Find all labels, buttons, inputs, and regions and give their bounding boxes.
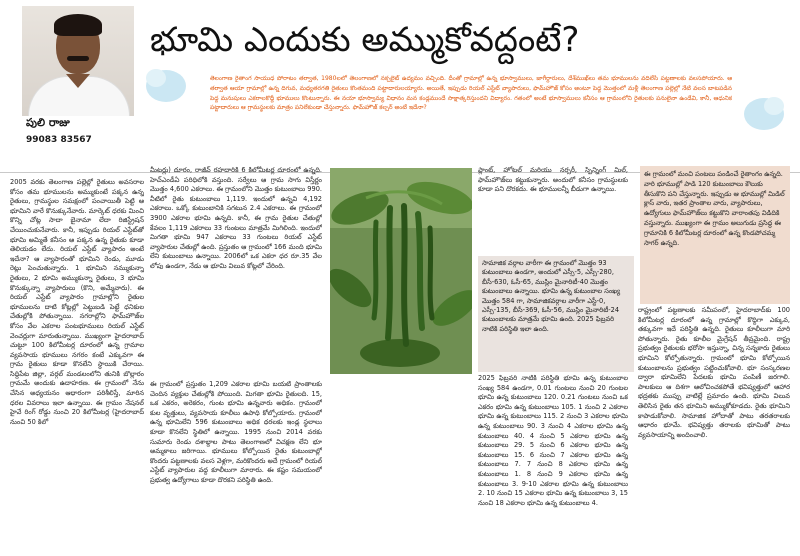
chilli-plant-photo	[330, 168, 472, 374]
intro-paragraph: తెలంగాణ రైతాంగ సాయుధ పోరాటం తర్వాత, 1980లలో తెలంగాణలో నక్సలైట్ ఉద్యమం వచ్చింది. దీంతో గ్రామాల్లో ఉన్న భూస్వాములు, జాగీర్దారులు, దేశ్‌ముఖ్‌లు తమ భూములను వదిలేసి పట్టణాలకు వలసపోయారు. ఆ తర్వాత ఆయా గ్రామాల్లో ఉన్న దిగువ, మధ్యతరగతి రైతులు కొంతమంది పట్టాదారులయ్యారు. అయితే, ఇప్పుడు రియల్ ఎస్టేట్ వ్యాపారులు, ఫామ్‌హౌజ్ కోసం అంటూ పెద్ద మొత్తంలో మళ్లీ తెలంగాణ పల్లెల్లో నేటి వలస బాటపడిన పెద్ద మనుషులు ఎకరాలకొద్దీ భూములు కొంటున్నారు. ఈ నయా భూస్వామ్య విధానం మన కండ్లముందే సాక్షాత్కరిస్తుందని విద్యారం. గతంలో అంటే భూస్వాములు కనీసం ఆ గ్రామంలోని రైతులకు పనులైనా ఉండేవి, కానీ, ఆధునిక పట్టాదారులు ఆ గ్రామస్థులకు మాత్రం పనిలేకుండా చేస్తున్నారు. ఫామ్‌హౌజ్ కల్చర్ అంటే ఇదేనా?	[210, 75, 732, 112]
article-column-3-top: ప్లాంట్, హోటల్ మరియు నర్సరీ, స్పిన్నింగ్ మిల్, ఫామ్‌హౌజ్‌లు కట్టుకున్నారు. అందులో కనీసం గ్రామస్థులకు కూడా పని దొరకదు. ఈ భూములన్నీ బీడుగా ఉన్నాయి.	[478, 166, 628, 194]
article-column-1: 2005 వరకు తెలంగాణ పల్లెల్లో రైతులు అవసరాల కోసం తమ భూములను అమ్ముకుంటే పక్కన ఉన్న రైతులు, గ్రామస్థుల సమక్షంలో పంచాయితీ పెట్టి ఆ భూమిని వారే కొనుక్కునేవారు. మార్కెట్ ధరకు మించి కొన్ని చోట్ల సాదా బైనామా లేదా రిజిస్ట్రేషన్ చేయించుకునేవారు. కానీ, ఇప్పుడు రియల్ ఎస్టేట్‌తో భూమి అమ్మితే కనీసం ఆ పక్కన ఉన్న రైతుకు కూడా తెలియడం లేదు. రియల్ ఎస్టేట్ వ్యాపారం అంటే ఇదేనా? ఆ వ్యాపారంతో భూమిని రెండు, మూడు రెట్లు పెంచుతున్నారు. 1 భూమిని నమ్ముకున్నా రైతులు, 2 భూమి అమ్ముకున్నా రైతులు, 3 భూమి కొనుక్కున్నా వ్యాపారులు (కొని, అమ్మేవారు). ఈ రియల్ ఎస్టేట్ వ్యాపారం గ్రామాల్లోని రైతుల భూములను దాటి కోట్లల్లో పెట్టుబడి పెట్టే ధనికుల చేతుల్లోకి పోతున్నాయి. నగరాల్లోని ఫామ్‌హౌజ్‌ల కోసం వేల ఎకరాల పంటభూములు రియల్ ఎస్టేట్ వెంచర్లుగా మారుతున్నాయి. ముఖ్యంగా హైదరాబాద్ చుట్టూ 100 కిలోమీటర్ల దూరంలో ఉన్న గ్రామాల వ్యవసాయ భూములు నగరం కంటే ఎక్కువగా ఈ గ్రామ రైతులు కూడా కొనలేని స్థాయికి చేరాయి. సిద్దిపేట జిల్లా, వర్గల్ మండలంలోని తునికి బొల్లారం గ్రామమే అందుకు ఉదాహరణ. ఈ గ్రామంలో నేను చేసిన అధ్యయనం ఆధారంగా పరిశీలిస్తే, మారిన ధరల వివరాలు ఇలా ఉన్నాయి. ఈ గ్రామం నేషనల్ హైవే రింగ్ రోడ్డు నుంచి 20 కిలోమీటర్ల (హైదరాబాద్ నుంచి 50 కిలో	[10, 178, 144, 426]
decorative-blob-icon	[140, 64, 188, 104]
author-phone: 99083 83567	[26, 135, 92, 145]
highlight-text: ఈ గ్రామంలో మంచి పంటలు పండించే రైతాంగం ఉన్నది. వారి భూముల్లో పాడి 120 కుటుంబాలు కౌలుకు తీసుకొని పని చేస్తున్నారు. ఇప్పుడు ఆ భూముల్లో మిడిల్ క్లాస్ వారు, ఇతర ప్రాంతాల వారు, వ్యాపారులు, ఉద్యోగులు ఫామ్‌హౌజ్‌లు కట్టుకొని వారాంతపు విడిదికి వస్తున్నారు. ముఖ్యంగా ఈ గ్రామం అలుగుడు ప్రసిద్ధ ఈ గ్రామానికి 6 కిలోమీటర్ల దూరంలో ఉన్న కొండపోచమ్మ సాగర్ ఉన్నది.	[644, 170, 785, 247]
article-column-2-bottom: ఈ గ్రామంలో ప్రస్తుతం 1,209 ఎకరాల భూమి బయటి ప్రాంతాలకు చెందిన వ్యక్తుల చేతుల్లోకి పోయింది. మిగతా భూమి రైతులది. 15, ఒక ఎకరం, అరెకరం, గుంట భూమి ఉన్నవారు అధికం. గ్రామంలో కుల వృత్తులు, వ్యవసాయ కూలీలు ఉపాధి కోల్పోయారు. గ్రామంలో ఉన్న భూమిలేని 596 కుటుంబాలు అధిక ధరలకు ఇండ్ల స్థలాలు కూడా కొనలేని స్థితిలో ఉన్నాయి. 1995 నుంచి 2014 వరకు సుమారు రెండు దశాబ్దాల పాటు తెలంగాణలో విచక్షణ లేని భూ అమ్మకాలు జరిగాయి. భూములు కోల్పోయిన రైతు కుటుంబాల్లో కొందరు పట్టణాలకు వలస వెళ్లగా, మరికొందరు అదే గ్రామంలో రియల్ ఎస్టేట్ వ్యాపారుల వద్ద కూలీలుగా మారారు. ఈ కష్టం సమయంలో ప్రభుత్వ ఉద్యోగాలు కూడా దొరకని పరిస్థితి ఉంది.	[150, 380, 322, 484]
article-column-3-bottom: 2025 ఫిబ్రవరి నాటికి పరిస్థితి భూమి ఉన్న కుటుంబాల సంఖ్య 584 ఉండగా, 0.01 గుంటలు నుంచి 20 గుంటల భూమి ఉన్న కుటుంబాలు 120. 0.21 గుంటలు నుంచి ఒక ఎకరం భూమి ఉన్న కుటుంబాలు 105. 1 నుంచి 2 ఎకరాల భూమి ఉన్న కుటుంబాలు 115. 2 నుంచి 3 ఎకరాల భూమి ఉన్న కుటుంబాలు 90. 3 నుంచి 4 ఎకరాల భూమి ఉన్న కుటుంబాలు 40. 4 నుంచి 5 ఎకరాల భూమి ఉన్న కుటుంబాలు 29. 5 నుంచి 6 ఎకరాల భూమి ఉన్న కుటుంబాలు 15. 6 నుంచి 7 ఎకరాల భూమి ఉన్న కుటుంబాలు 7. 7 నుంచి 8 ఎకరాల భూమి ఉన్న కుటుంబాలు 1. 8 నుంచి 9 ఎకరాల భూమి ఉన్న కుటుంబాలు 3. 9-10 ఎకరాల భూమి ఉన్న కుటుంబాలు 2. 10 నుంచి 15 ఎకరాల భూమి ఉన్న కుటుంబాలు 3, 15 నుంచి 18 ఎకరాల భూమి ఉన్న కుటుంబాలు 4.	[478, 374, 628, 507]
author-photo	[22, 6, 134, 116]
author-name: పులి రాజు	[26, 116, 70, 129]
author-byline	[26, 116, 136, 145]
decorative-blob-icon	[740, 92, 790, 132]
article-column-4: రాష్ట్రంలో పట్టణాలకు సమీపంలో, హైదరాబాద్‌కు 100 కిలోమీటర్ల దూరంలో ఉన్న గ్రామాల్లో కొద్దిగా ఎక్కువ, తక్కువగా ఇదే పరిస్థితి ఉన్నది. రైతులు కూలీలుగా మారి పోతున్నారు. రైతు కూలీల మైగ్రేషన్ తీవ్రమైంది. రాష్ట్ర ప్రభుత్వం రైతులకు భరోసా ఇస్తున్నా, చిన్న సన్నకారు రైతులు భూమిని కోల్పోతున్నారు. గ్రామంలో భూమి కోల్పోయిన కుటుంబాలను ప్రభుత్వం పట్టించుకోవాలి. భూ సంస్కరణల ద్వారా భూమిలేని పేదలకు భూమి పంపిణీ జరగాలి. పాలకులు ఆ దిశగా ఆలోచించకపోతే భవిష్యత్తులో ఆహార భద్రతకు ముప్పు వాటిల్లే ప్రమాదం ఉంది. భూమి విలువ తెలిసిన రైతు తన భూమిని అమ్ముకోకూడదు. రైతు భూమిని కాపాడుకోవాలి. సామాజిక హోదాతో పాటు తరతరాలకు ఆధారం భూమే. భవిష్యత్తు తరాలకు భూమితో పాటు వ్యవసాయాన్ని అందించాలి.	[638, 306, 790, 439]
article-column-2-top: మీటర్లు) దూరం, రాజీవ్ రహదారికి 6 కిలోమీటర్ల దూరంలో ఉన్నది. హెచ్ఎండీఏ పరిధిలోకి వస్తుంది. సర్వేలు ఆ గ్రామ సాగు విస్తీర్ణం మొత్తం 4,600 ఎకరాలు. ఈ గ్రామంలోని మొత్తం కుటుంబాలు 990. వీటిలో రైతు కుటుంబాలు 1,119. ఇందులో ఉన్నవి 4,192 ఎకరాలు. ఒక్కో కుటుంబానికి సగటున 2.4 ఎకరాలు. ఈ గ్రామంలో 3900 ఎకరాల భూమి ఉన్నది. కానీ, ఈ గ్రామ రైతుల చేతుల్లో కేవలం 1,119 ఎకరాలు 33 గుంటలు మాత్రమే మిగిలింది. ఇందులో మిగతా భూమి 947 ఎకరాలు 33 గుంటలు రియల్ ఎస్టేట్ వ్యాపారుల చేతుల్లో ఉంది. ప్రస్తుతం ఆ గ్రామంలో 166 మంది భూమి లేని కుటుంబాలు ఉన్నాయి. 2006లో ఒక ఎకరా ధర రూ.35 వేల లోపు ఉండగా, నేడు ఆ భూమి విలువ కోట్లలో చేరింది.	[150, 166, 322, 270]
statistics-box	[478, 256, 634, 372]
headline: భూమి ఎందుకు అమ్ముకోవద్దంటే?	[150, 20, 580, 60]
statistics-text: సామాజిక వర్గాల వారీగా ఈ గ్రామంలో మొత్తం 93 కుటుంబాలు ఉండగా, అందులో ఎస్సీ-5, ఎస్సీ-280, బీసీ-630, ఓసీ-65, ముస్లిం మైనారిటీ-40 మొత్తం కుటుంబాలు ఉన్నాయి. భూమి ఉన్న కుటుంబాల సంఖ్య మొత్తం 584 గా, సామాజికవర్గాల వారీగా ఎస్టీ-0, ఎస్సీ-135, బీసీ-369, ఓసీ-56, ముస్లిం మైనారిటీ-24 కుటుంబాలకు మాత్రమే భూమి ఉంది. 2025 ఫిబ్రవరి నాటికి పరిస్థితి ఇలా ఉంది.	[482, 259, 621, 333]
highlight-box	[640, 166, 790, 304]
